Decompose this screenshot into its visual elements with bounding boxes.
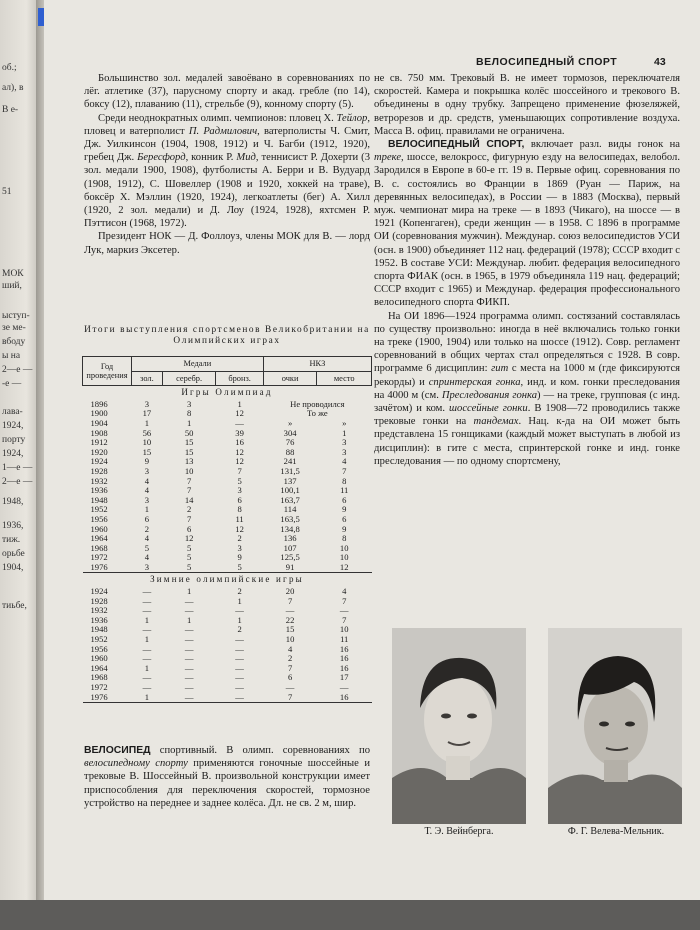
left-page-fragment: 2—е — [2,365,33,375]
paragraph-bicycle-cont: не св. 750 мм. Трековый В. не имеет тормозов, переключателя скоростей. Камера и покрышка колёс шоссейного и трекового В. объединены в одну трубку. Запрещено применение фюзеляжей, ветрорезов и др. средств, уменьшающих сопротивление воздуха. Масса В. офиц. правилами не ограничена. [374,73,680,137]
left-page-fragment: 1924, [2,421,24,431]
table-row [83,654,372,664]
table-cell: 7 [287,662,293,673]
left-page-fragment: порту [2,435,26,445]
table-cell: 39 [235,427,244,438]
table-cell: 1908 [90,427,108,438]
left-page-fragment: ал), в [2,83,24,93]
table-cell: 8 [186,408,192,419]
paragraph-medals: Большинство зол. медалей завоёвано в соревнованиях по лёг. атлетике (37), парусному спорту и акад. гребле (по 14), боксу (12), плаванию (11), стрельбе (9), конному спорту (5). [84,73,370,111]
table-cell: 1928 [90,595,108,606]
table-cell: 4 [144,552,150,563]
header-nkz: НКЗ [263,357,371,372]
caption-weinberg: Т. Э. Вейнберга. [424,826,494,837]
table-cell: — [235,417,244,428]
table-cell: 5 [186,542,192,553]
table-cell: 9 [144,456,150,467]
table-cell: 17 [339,672,349,683]
table-row [83,534,372,544]
table-row [83,563,372,573]
table-cell: — [184,662,194,673]
table-cell: 107 [283,542,297,553]
table-cell: 1952 [90,634,108,645]
table-cell: 12 [184,533,194,544]
table-cell: 6 [186,523,192,534]
table-cell: 1964 [90,533,108,544]
table-cell: 1 [144,634,150,645]
table-row [83,553,372,563]
table-cell: 20 [285,586,295,597]
table-cell: 10 [142,437,152,448]
table-cell: — [235,653,244,664]
table-cell: 1 [237,398,242,409]
left-page-fragment: ы на [2,351,21,361]
table-cell: 5 [186,552,192,563]
table-cell: 12 [235,456,244,467]
left-page-fragment: 1904, [2,563,24,573]
table-cell: 8 [237,504,242,515]
left-page-fragment: 2—е — [2,477,33,487]
table-cell: 9 [342,523,347,534]
table-cell: 5 [237,475,242,486]
table-cell: 88 [285,446,295,457]
table-cell: 1960 [90,523,108,534]
table-row [83,457,372,467]
table-cell: 22 [285,614,295,625]
table-cell: 6 [144,513,150,524]
table-row [83,400,372,410]
table-cell: 3 [186,398,192,409]
header-year: Год проведения [83,357,132,386]
left-page-fragment: ыступ- [2,311,30,321]
left-page-fragment: об.; [2,63,17,73]
table-cell: — [184,682,194,692]
left-page-fragment: 1936, [2,521,24,531]
table-cell: — [142,682,152,692]
table-cell: 6 [287,672,293,683]
table-cell: 17 [142,408,152,419]
left-page-fragment: орьбе [2,549,25,559]
table-cell: — [216,693,263,703]
table-cell: 134,8 [280,523,300,534]
table-cell: 12 [235,446,244,457]
table-cell: 1896 [90,398,108,409]
table-cell: 2 [237,533,242,544]
left-page-fragment: 51 [2,187,12,197]
table-cell: 4 [287,643,293,654]
table-cell: 1936 [90,614,108,625]
table-cell: — [235,682,244,692]
table-cell: 163,7 [280,494,300,505]
table-cell: 7 [186,513,192,524]
header-points: очки [263,371,317,386]
table-row [83,429,372,439]
table-section-label: Зимние олимпийские игры [150,574,304,585]
table-cell: — [184,595,194,606]
table-cell: То же [307,408,328,419]
table-cell: 91 [263,563,317,573]
table-cell: 16 [339,662,349,673]
table-cell: 7 [342,614,347,625]
paragraph-cycling-sport: ВЕЛОСИПЕДНЫЙ СПОРТ, включает разл. виды гонок на треке, шоссе, велокросс, фигурную езду на велосипедах, велобол. Зародился в Европе в 60-е гг. 19 в. Первые офиц. соревнования по В. с. состоялись во Франции в 1869 (Руан — Париж, на деревянных велосипедах), в России — в 1883 (Москва), первый муж. чемпионат мира на треке — в 1893 (Чикаго), на шоссе — в 1921 (Копенгаген), среди женщин — в 1958. С 1896 в программе ОИ (соревнования мужчин). Междунар. союз велосипедистов УСИ (осн. в 1900) объединяет 112 нац. федераций (1978); СССР входит с 1952. В составе УСИ: Междунар. любит. федерация велосипедного спорта ФИАК (осн. в 1965, в 1979 объединяла 119 нац. федераций; СССР входит с 1965) и Междунар. федерация профессионального велосипедного спорта ФИКП. [374,139,681,309]
table-cell: — [162,693,216,703]
table-cell: 4 [144,533,150,544]
table-cell: 1924 [90,586,108,597]
table-cell: 8 [342,475,347,486]
table-cell: 16 [339,643,349,654]
table-cell: 1 [237,595,242,606]
table-row [83,544,372,554]
table-cell: — [184,605,194,616]
table-cell: 1972 [90,682,108,692]
table-cell: 163,5 [280,513,300,524]
left-page-fragment: 1924, [2,449,24,459]
table-cell: 15 [285,624,295,635]
table-cell: 15 [184,446,194,457]
results-table [82,356,372,703]
table-cell: — [235,605,244,616]
table-cell: 1968 [90,542,108,553]
table-cell: 12 [317,563,372,573]
table-cell: — [184,643,194,654]
table-cell: 7 [263,693,317,703]
table-surface [0,900,700,930]
page-number: 43 [654,56,666,68]
table-cell: — [339,605,349,616]
table-cell: 1 [237,614,242,625]
table-cell: » [342,417,347,428]
table-cell: 16 [235,437,244,448]
table-cell: 5 [144,542,150,553]
table-caption: Итоги выступления спортсменов Великобритании на Олимпийских играх [84,325,370,346]
table-cell: 50 [184,427,194,438]
table-cell: 1960 [90,653,108,664]
table-cell: 6 [237,494,242,505]
table-cell: 12 [235,523,244,534]
table-cell: 3 [342,446,347,457]
table-cell: 125,5 [280,552,300,563]
table-cell: 1936 [90,485,108,496]
column-left-top [84,72,370,257]
left-page-fragment: -е — [2,379,22,389]
table-cell: 137 [283,475,297,486]
table-cell: 2 [144,523,150,534]
table-cell: — [142,605,152,616]
table-cell: 7 [186,485,192,496]
table-cell: 1 [144,662,150,673]
table-cell: 2 [186,504,192,515]
table-cell: 7 [287,595,293,606]
header-medals: Медали [132,357,264,372]
left-page-fragment: МОК [2,269,24,279]
table-cell: 136 [283,533,297,544]
table-cell: 6 [342,494,347,505]
column-right [374,72,680,468]
table-cell: 10 [184,465,194,476]
table-cell: 1948 [90,624,108,635]
table-row [83,477,372,487]
table-row [83,587,372,597]
table-cell: 13 [184,456,194,467]
table-row [83,467,372,477]
paragraph-bicycle: ВЕЛОСИПЕД спортивный. В олимп. соревнованиях по велосипедному спорту применяются гоночные шоссейные и трековые В. Шоссейный В. произвольной конструкции имеет приспособления для переключения скоростей, тормозное устройство на переднее и заднее колёса. Дл. не св. 2 м, шир. [84,745,370,809]
table-cell: 2 [287,653,293,664]
table-cell: 1904 [90,417,108,428]
table-cell: 1912 [90,437,108,448]
table-cell: — [184,653,194,664]
table-cell: — [184,624,194,635]
header-bronze: бронз. [216,371,263,386]
table-cell: 3 [237,542,242,553]
table-cell: — [142,643,152,654]
table-row [83,597,372,607]
table-cell: 1 [186,614,192,625]
table-cell: 1972 [90,552,108,563]
table-cell: 1932 [90,605,108,616]
table-cell: — [339,682,349,692]
table-cell: 7 [342,465,347,476]
table-cell: 1 [186,586,192,597]
table-row [83,448,372,458]
paragraph-champions: Среди неоднократных олимп. чемпионов: пловец Х. Тейлор, пловец и ватерполист П. Радмилович, ватерполисты Ч. Смит, Дж. Уилкинсон (1904, 1908, 1912) и Ч. Багби (1912, 1920), гребец Дж. Бересфорд, конник Р. Мид, теннисист Р. Дохерти (3 зол. медали 1900, 1908), футболисты А. Берри и В. Вудуард (1908, 1912), С. Шовеллер (1908 и 1920, хоккей на траве), боксёр Х. Мэллин (1920, 1924), легкоатлеты (бег) А. Хилл (1920, 2 зол. медали) и Д. Лоу (1924, 1928), яхтсмен Р. Пэттисон (1968, 1972). [84,112,370,230]
table-cell: 10 [339,542,349,553]
table-cell: 100,1 [280,485,300,496]
table-cell: 1 [144,417,150,428]
table-cell: 12 [235,408,244,419]
table-cell: — [142,595,152,606]
left-page-fragment: В е- [2,105,19,115]
header-silver: серебр. [162,371,216,386]
table-cell: 7 [237,465,242,476]
left-page-fragment: 1948, [2,497,24,507]
caption-veleva: Ф. Г. Велева-Мельник. [567,826,665,837]
table-cell: — [184,634,194,645]
table-section-label: Игры Олимпиад [181,387,273,398]
table-row [83,438,372,448]
table-cell: 1 [186,417,192,428]
table-cell: 3 [144,494,150,505]
left-page-fragment: зе ме- [2,323,26,333]
table-cell: 15 [142,446,152,457]
table-row [83,625,372,635]
table-cell: 1924 [90,456,108,467]
table-cell: 1932 [90,475,108,486]
table-cell: 2 [237,624,242,635]
table-cell: 11 [340,634,349,645]
table-cell: — [142,624,152,635]
table-row [83,673,372,683]
table-cell: — [235,662,244,673]
table-cell: — [235,634,244,645]
table-cell: 10 [339,552,349,563]
table-cell: 1952 [90,504,108,515]
table-row [83,616,372,626]
left-page-fragment: лава- [2,407,23,417]
left-page-fragment: 1—е — [2,463,33,473]
table-cell: 11 [340,485,349,496]
table-cell: 10 [285,634,295,645]
portrait-photo-veleva [548,628,682,824]
table-cell: 241 [283,456,297,467]
table-cell: 4 [144,475,150,486]
table-row [83,525,372,535]
table-cell: 1976 [83,693,132,703]
table-cell: — [235,643,244,654]
table-cell: — [235,672,244,683]
table-cell: 1 [342,427,347,438]
paragraph-olympic-program: На ОИ 1896—1924 программа олимп. состязаний составлялась по существу произвольно: иногда в неё включались только гонки на треке (1900, 1904) или только на шоссе (1912). Совр. регламент соревнований в общих чертах стал определяться с 1928. В совр. программе 6 дисциплин: гит с места на 1000 м (где фиксируются рекорды) и спринтерская гонка, инд. и ком. гонки преследования на 4000 м (см. Преследования гонка) — на треке, групповая (с инд. зачётом) и ком. шоссейные гонки. В 1908—72 проводились также трековые гонки на тандемах. Нац. к-да на ОИ может быть представлена 15 гонщиками (каждый может выступать в любой из дисциплин): в гите с места, спринтерской гонке и инд. гонке преследования — по одному спортсмену, [374,310,681,467]
table-cell: 1 [144,504,150,515]
table-cell: 3 [144,465,150,476]
table-row [83,496,372,506]
table-cell: 1900 [90,408,108,419]
header-gold: зол. [132,371,163,386]
table-cell: » [287,417,293,428]
running-head: ВЕЛОСИПЕДНЫЙ СПОРТ [476,56,618,68]
left-page-fragment: вбоду [2,337,26,347]
table-cell: 7 [186,475,192,486]
table-cell: — [142,586,152,597]
table-row [83,664,372,674]
table-cell: 1964 [90,662,108,673]
table-cell: — [184,672,194,683]
table-row [83,486,372,496]
table-cell: 1968 [90,672,108,683]
left-page-fragment: тиьбе, [2,601,27,611]
table-cell: 3 [237,485,242,496]
table-cell: 1928 [90,465,108,476]
table-cell: 4 [144,485,150,496]
table-cell: 9 [342,504,347,515]
left-page-fragment: ший, [2,281,22,291]
table-cell: 304 [283,427,297,438]
header-place: место [317,371,372,386]
column-left-bottom [84,744,370,810]
table-cell: — [142,653,152,664]
table-cell: 5 [162,563,216,573]
table-cell: 4 [342,586,347,597]
table-cell: 8 [342,533,347,544]
table-cell: 6 [342,513,347,524]
table-cell: 7 [342,595,347,606]
table-cell: 2 [237,586,242,597]
table-row [83,505,372,515]
table-cell: 16 [339,653,349,664]
left-page-fragment: тиж. [2,535,21,545]
table-cell: Не проводился [290,398,345,409]
table-cell: — [285,682,295,692]
table-row [83,635,372,645]
table-cell: 16 [317,693,372,703]
table-cell: 3 [342,437,347,448]
table-cell: 4 [342,456,347,467]
portrait-photo-weinberg [392,628,526,824]
table-section-header [83,386,372,400]
table-cell: 3 [132,563,163,573]
table-row [83,645,372,655]
table-cell: 1948 [90,494,108,505]
table-cell: 1 [144,614,150,625]
paragraph-noc: Президент НОК — Д. Фоллоуз, члены МОК для В. — лорд Лук, маркиз Эксетер. [84,231,370,256]
table-cell: 15 [184,437,194,448]
table-cell: 14 [184,494,194,505]
table-cell: 1920 [90,446,108,457]
table-row [83,409,372,419]
table-cell: — [285,605,295,616]
table-cell: 1956 [90,643,108,654]
table-cell: 10 [339,624,349,635]
table-row [83,515,372,525]
table-cell: 114 [283,504,297,515]
table-cell: 76 [285,437,295,448]
table-row [83,693,372,703]
table-row [83,419,372,429]
table-cell: 1 [132,693,163,703]
table-cell: 1956 [90,513,108,524]
table-cell: 131,5 [280,465,300,476]
table-cell: 3 [144,398,150,409]
table-cell: 56 [142,427,152,438]
table-row [83,683,372,693]
table-section-header [83,573,372,587]
table-cell: — [142,672,152,683]
table-cell: 5 [216,563,263,573]
table-row [83,606,372,616]
table-cell: 9 [237,552,242,563]
table-cell: 11 [235,513,244,524]
table-cell: 1976 [83,563,132,573]
